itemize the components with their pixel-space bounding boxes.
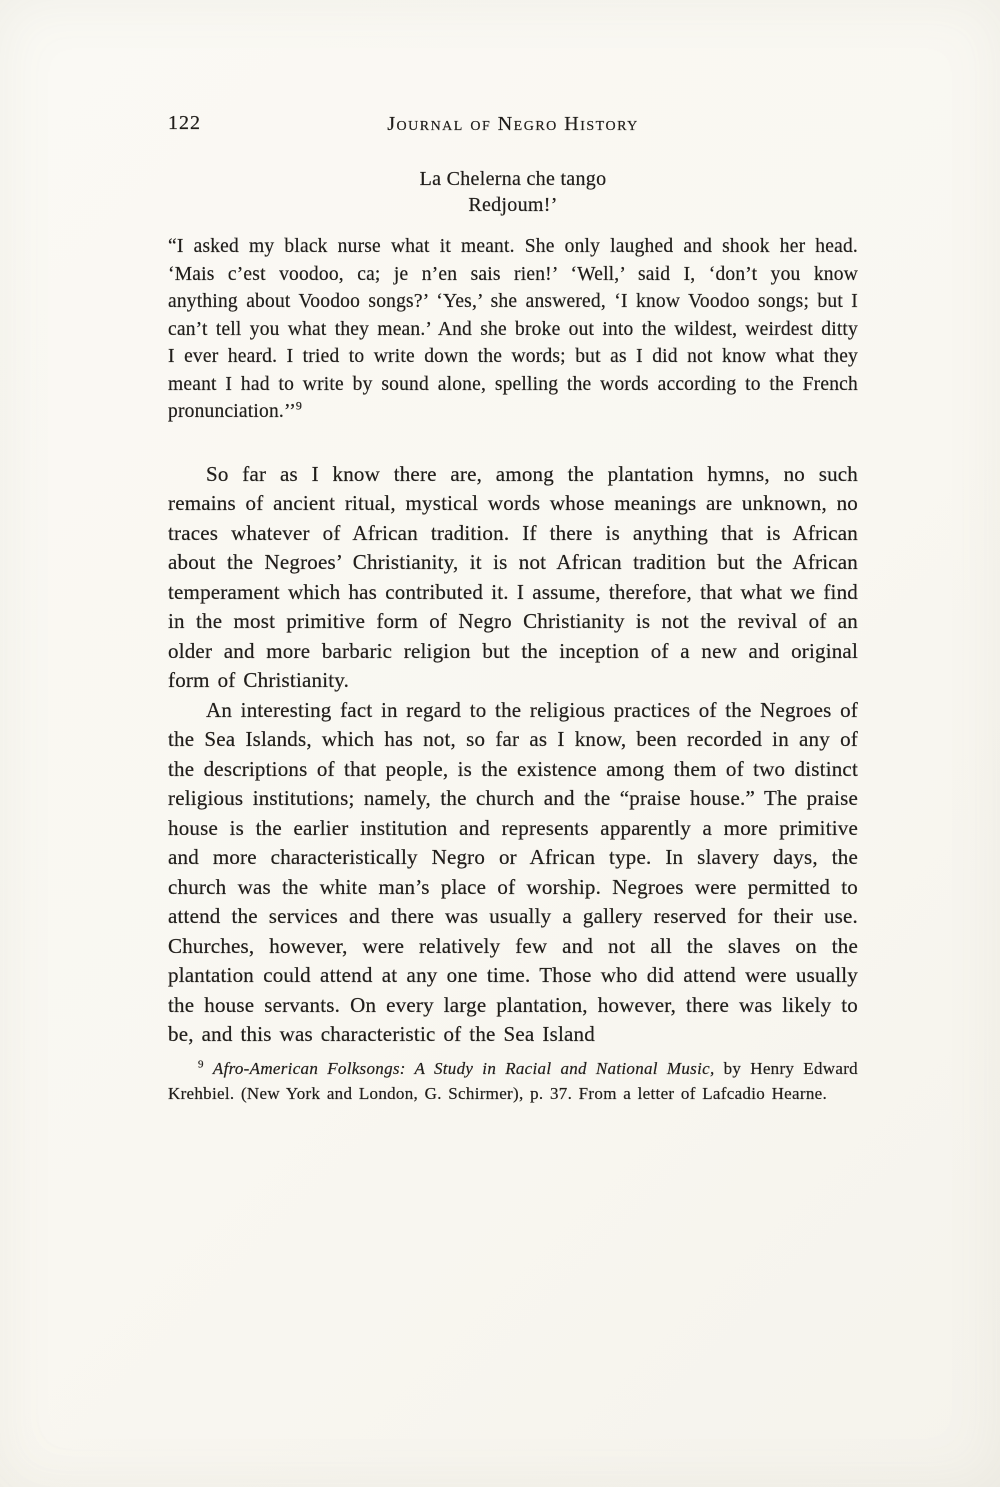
footnote-marker: 9 — [198, 1057, 204, 1070]
page-number: 122 — [168, 112, 201, 134]
footnote-work-title: Afro-American Folksongs: A Study in Racial and National Music, — [212, 1058, 715, 1078]
footnote-reference-superscript: 9 — [295, 398, 303, 413]
quote-text: “I asked my black nurse what it meant. She only laughed and shook her head. ‘Mais c’est voodoo, ca; je n’en sais rien!’ ‘Well,’ said I, ‘don’t you know anything about Voodoo songs?’ ‘Yes,’ she answered, ‘I know Voodoo songs; but I can’t tell you what they mean.’ And she broke out into the wildest, weirdest ditty I ever heard. I tried to write down the words; but as I did not know what they meant I had to write by sound alone, spelling the words according to the French pronunciation.’’ — [168, 236, 858, 422]
page-header — [168, 112, 858, 142]
paragraph-1: So far as I know there are, among the plantation hymns, no such remains of ancient ritual, mystical words whose meanings are unknown, no traces whatever of African tradition. If there is anything that is African about the Negroes’ Christianity, it is not African tradition but the African temperament which has contributed it. I assume, therefore, that what we find in the most primitive form of Negro Christianity is not the revival of an older and more barbaric religion but the inception of a new and original form of Christianity. — [168, 461, 858, 692]
footnote — [168, 1056, 858, 1107]
journal-title: Journal of Negro History — [387, 113, 639, 135]
paragraph-2: An interesting fact in regard to the religious practices of the Negroes of the Sea Islands, which has not, so far as I know, been recorded in any of the descriptions of that people, is the existence among them of two distinct religious institutions; namely, the church and the “praise house.” The praise house is the earlier institution and represents apparently a more primitive and more characteristically Negro or African type. In slavery days, the church was the white man’s place of worship. Negroes were permitted to attend the services and there was usually a gallery reserved for their use. Churches, however, were relatively few and not all the slaves on the plantation could attend at any one time. Those who did attend were usually the house servants. On every large plantation, however, there was likely to be, and this was characteristic of the Sea Island — [168, 697, 858, 1046]
text-block — [168, 112, 858, 1107]
verse-block — [168, 166, 858, 218]
verse-line-1: La Chelerna che tango — [419, 168, 607, 190]
block-quote — [168, 233, 858, 426]
footnote-text: by Henry Edward Krehbiel. (New York and London, G. Schirmer), p. 37. From a letter of Lafcadio Hearne. — [168, 1058, 858, 1103]
verse-line-2: Redjoum!’ — [468, 194, 558, 216]
